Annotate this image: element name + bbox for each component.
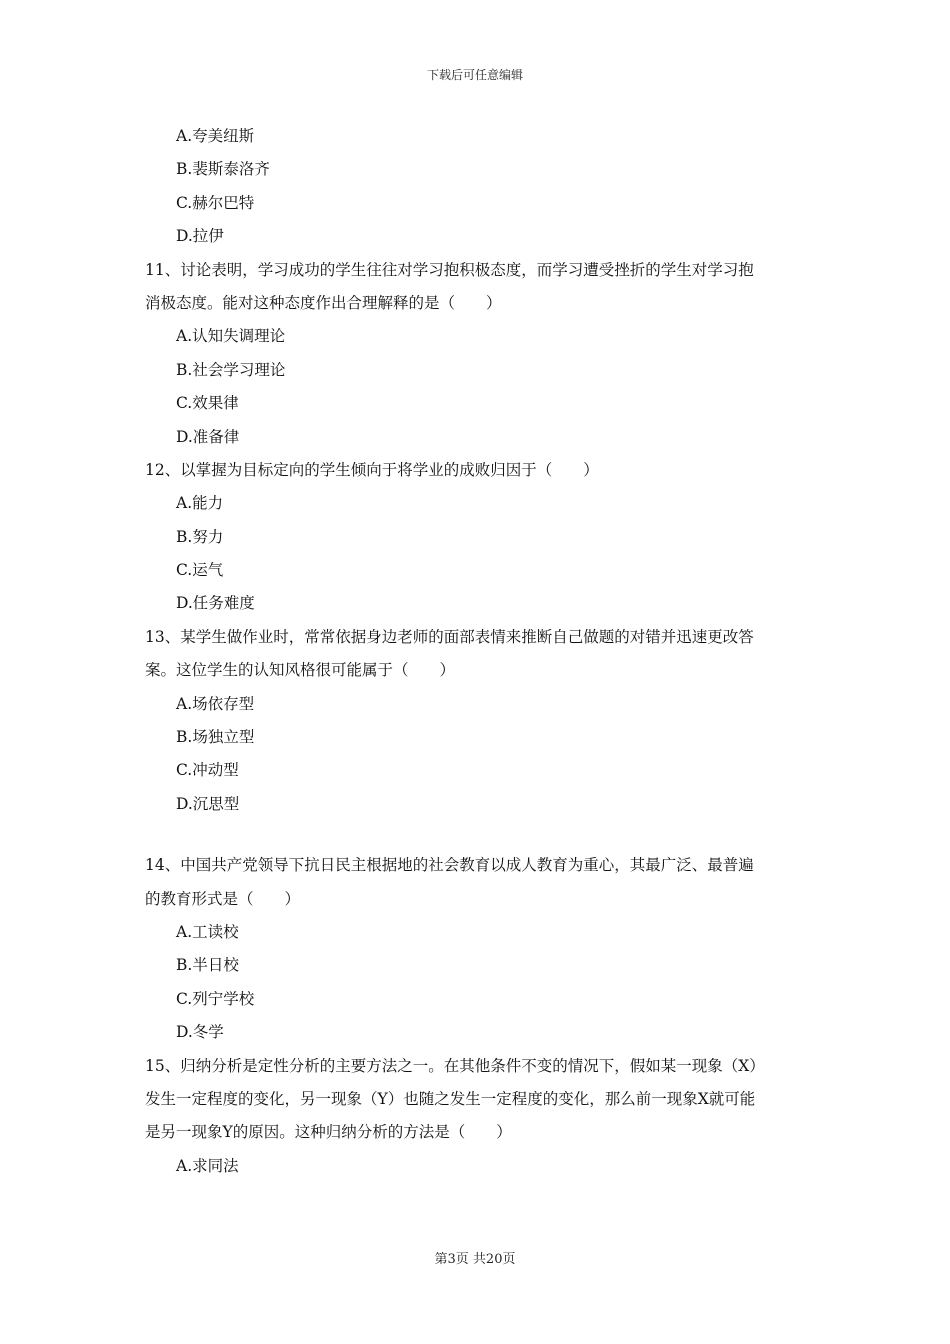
q12-option-a: A.能力	[176, 494, 224, 513]
q15-stem-line-3: 是另一现象Y的原因。这种归纳分析的方法是（ ）	[145, 1123, 512, 1142]
q13-option-d: D.沉思型	[176, 794, 240, 813]
q15-stem-line-2: 发生一定程度的变化，另一现象（Y）也随之发生一定程度的变化，那么前一现象X就可能	[145, 1089, 756, 1108]
q14-option-b: B.半日校	[176, 956, 239, 975]
q14-stem-line-1: 14、中国共产党领导下抗日民主根据地的社会教育以成人教育为重心，其最广泛、最普遍	[145, 856, 754, 875]
page-footer: 第3页 共20页	[434, 1252, 516, 1267]
q13-stem-line-1: 13、某学生做作业时，常常依据身边老师的面部表情来推断自己做题的对错并迅速更改答	[145, 627, 754, 646]
q11-option-c: C.效果律	[176, 394, 239, 413]
q11-stem-line-2: 消极态度。能对这种态度作出合理解释的是（ ）	[145, 293, 502, 312]
q13-stem-line-2: 案。这位学生的认知风格很可能属于（ ）	[145, 661, 456, 680]
q12-option-c: C.运气	[176, 561, 224, 580]
question-content	[145, 120, 810, 1183]
q15-stem-line-1: 15、归纳分析是定性分析的主要方法之一。在其他条件不变的情况下，假如某一现象（X）	[145, 1056, 765, 1075]
q14-option-c: C.列宁学校	[176, 989, 255, 1008]
blank-spacer	[145, 821, 810, 849]
q10-option-b: B.裴斯泰洛齐	[176, 160, 270, 179]
q10-option-c: C.赫尔巴特	[176, 193, 255, 212]
q12-stem-line-1: 12、以掌握为目标定向的学生倾向于将学业的成败归因于（ ）	[145, 460, 599, 479]
q13-option-a: A.场依存型	[176, 694, 255, 713]
q14-option-a: A.工读校	[176, 922, 239, 941]
q12-option-d: D.任务难度	[176, 594, 255, 613]
q13-option-c: C.冲动型	[176, 761, 239, 780]
q10-option-d: D.拉伊	[176, 227, 224, 246]
q11-stem-line-1: 11、讨论表明，学习成功的学生往往对学习抱积极态度，而学习遭受挫折的学生对学习抱	[145, 260, 754, 279]
q12-option-b: B.努力	[176, 527, 224, 546]
q13-option-b: B.场独立型	[176, 728, 255, 747]
q11-option-a: A.认知失调理论	[176, 327, 286, 346]
q10-option-a: A.夸美纽斯	[176, 127, 255, 145]
page-header: 下载后可任意编辑	[426, 68, 523, 82]
q14-stem-line-2: 的教育形式是（ ）	[145, 889, 301, 908]
q15-option-a: A.求同法	[176, 1156, 239, 1175]
q14-option-d: D.冬学	[176, 1023, 224, 1042]
q11-option-b: B.社会学习理论	[176, 360, 286, 379]
q11-option-d: D.准备律	[176, 427, 240, 446]
